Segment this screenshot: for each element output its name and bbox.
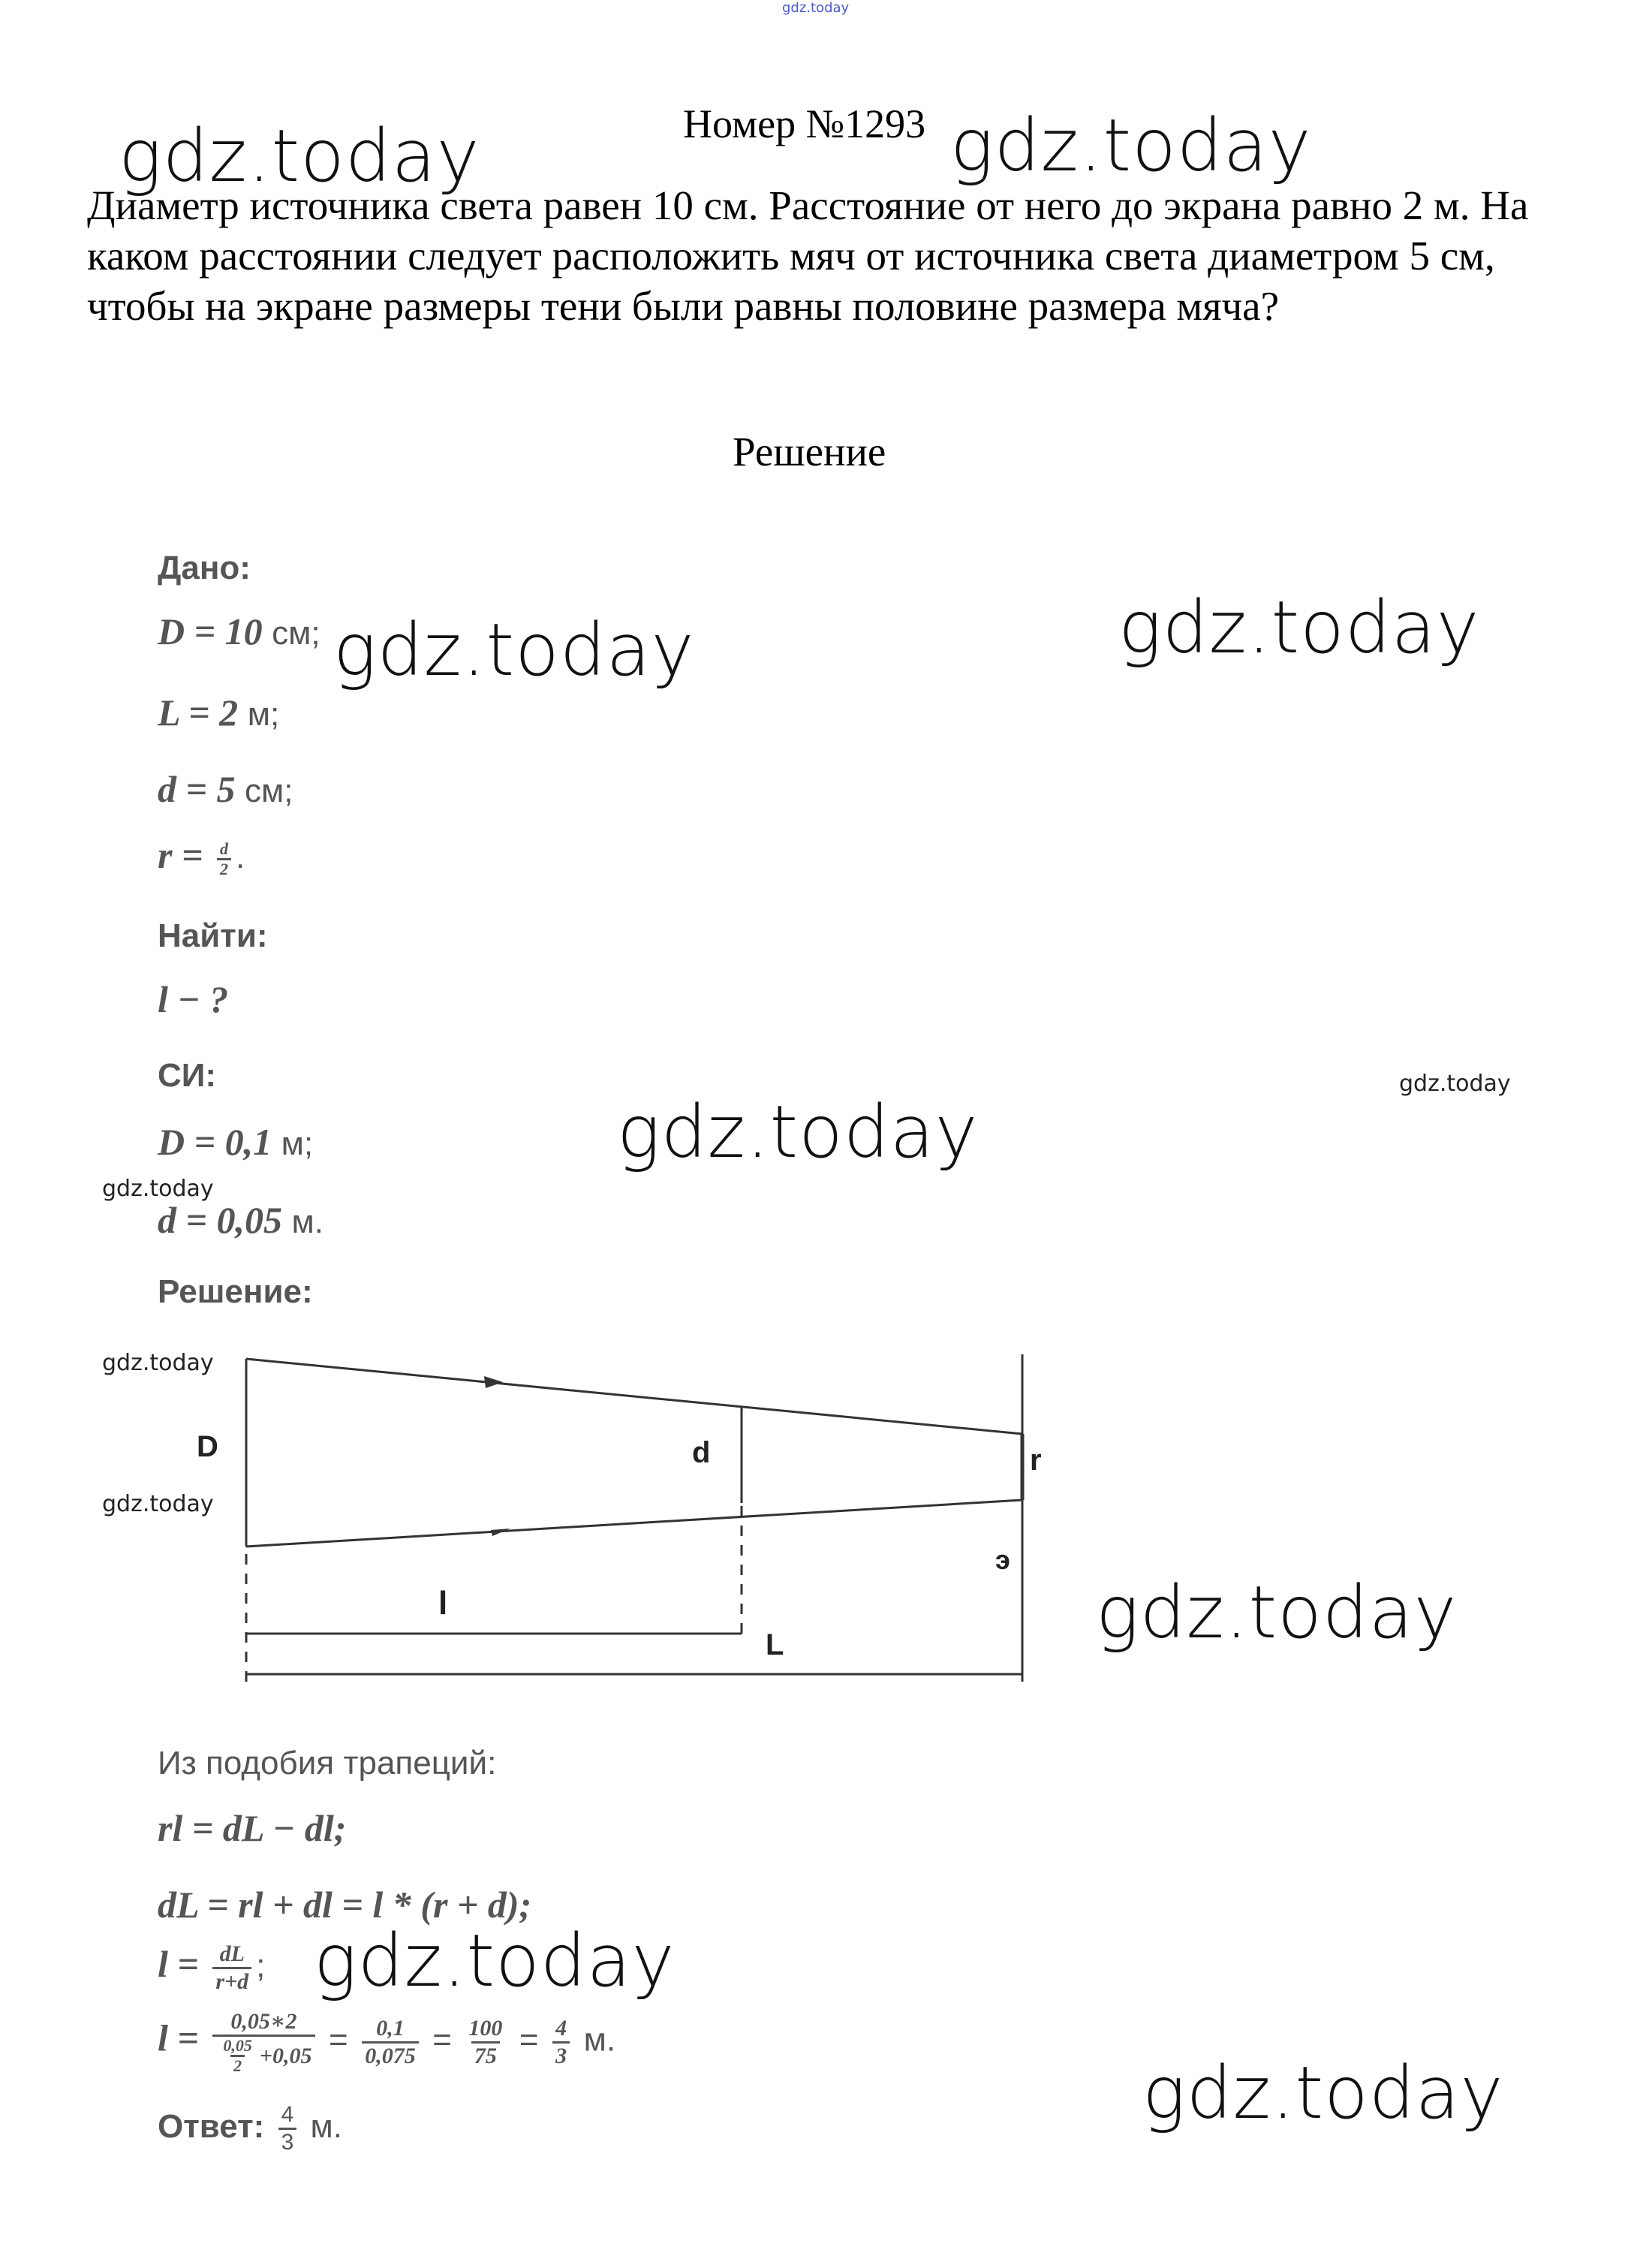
label-screen: э bbox=[995, 1544, 1010, 1575]
watermark: gdz.today bbox=[333, 608, 695, 692]
equation-1: rl = dL − dl; bbox=[158, 1807, 347, 1849]
equation-4: l = 0,05∗2 $\frac{0,05}{2}$ +0,05 = $\frac{0,1}{0,075}$ = $\frac{100}{75}$ = $\frac{4}{3}$ м. bbox=[158, 2009, 616, 2075]
watermark: gdz.today bbox=[617, 1090, 979, 1174]
si-d: d = 0,05 м. bbox=[158, 1199, 323, 1241]
fraction: $\frac{dL}{r+d}$ bbox=[212, 1941, 251, 1995]
watermark: gdz.today bbox=[1142, 2051, 1504, 2135]
given-label: Дано: bbox=[158, 550, 251, 586]
fraction: $\frac{4}{3}$ bbox=[552, 2016, 570, 2069]
given-d: d = 5 см; bbox=[158, 768, 293, 810]
given-L: L = 2 м; bbox=[158, 691, 280, 733]
solution-label: Решение: bbox=[158, 1273, 313, 1310]
answer: Ответ: $\frac{4}{3}$ м. bbox=[158, 2102, 342, 2155]
lower-ray bbox=[246, 1500, 1022, 1547]
watermark: gdz.today bbox=[102, 1350, 214, 1376]
watermark-top-tiny: gdz.today bbox=[782, 0, 850, 16]
fraction: $\frac{d}{2}$ bbox=[217, 840, 231, 878]
fraction: $\frac{100}{75}$ bbox=[468, 2015, 503, 2068]
watermark: gdz.today bbox=[1118, 586, 1480, 670]
arrow-lower bbox=[491, 1529, 510, 1536]
label-D: D bbox=[197, 1430, 218, 1463]
fraction: $\frac{0,1}{0,075}$ bbox=[362, 2016, 419, 2069]
label-r: r bbox=[1030, 1444, 1042, 1477]
label-l: l bbox=[438, 1585, 448, 1622]
solution-title: Решение bbox=[733, 429, 886, 474]
fraction: $\frac{4}{3}$ bbox=[278, 2102, 297, 2155]
equation-3: l = $\frac{dL}{r+d}$ ; bbox=[158, 1941, 266, 1994]
label-d: d bbox=[692, 1436, 711, 1469]
given-r: r = $\frac{d}{2}$ . bbox=[158, 834, 245, 879]
trapezoid-diagram bbox=[180, 1336, 1066, 1697]
watermark: gdz.today bbox=[1399, 1071, 1511, 1097]
fraction: 0,05∗2 $\frac{0,05}{2}$ +0,05 bbox=[212, 2009, 314, 2075]
watermark: gdz.today bbox=[102, 1491, 214, 1517]
find-label: Найти: bbox=[158, 917, 268, 954]
watermark: gdz.today bbox=[119, 114, 480, 198]
page-title: Номер №1293 bbox=[683, 101, 926, 146]
watermark: gdz.today bbox=[102, 1176, 214, 1202]
si-D: D = 0,1 м; bbox=[158, 1121, 314, 1163]
si-label: СИ: bbox=[158, 1057, 217, 1094]
watermark: gdz.today bbox=[314, 1919, 676, 2003]
upper-ray bbox=[246, 1359, 1022, 1434]
problem-text: Диаметр источника света равен 10 см. Расстояние от него до экрана равно 2 м. На каком расстоянии следует расположить мяч от источника света диаметром 5 см, чтобы на экране размеры тени были равны половине размера мяча? bbox=[87, 182, 1529, 329]
watermark: gdz.today bbox=[950, 104, 1312, 188]
fraction: $\frac{0,05}{2}$ bbox=[223, 2036, 252, 2075]
watermark: gdz.today bbox=[1096, 1571, 1458, 1655]
equation-2: dL = rl + dl = l * (r + d); bbox=[158, 1884, 532, 1926]
arrow-upper bbox=[484, 1376, 503, 1388]
similarity-text: Из подобия трапеций: bbox=[158, 1745, 497, 1782]
label-L: L bbox=[766, 1628, 784, 1661]
given-D: D = 10 см; bbox=[158, 610, 320, 652]
find-value: l − ? bbox=[158, 978, 229, 1020]
